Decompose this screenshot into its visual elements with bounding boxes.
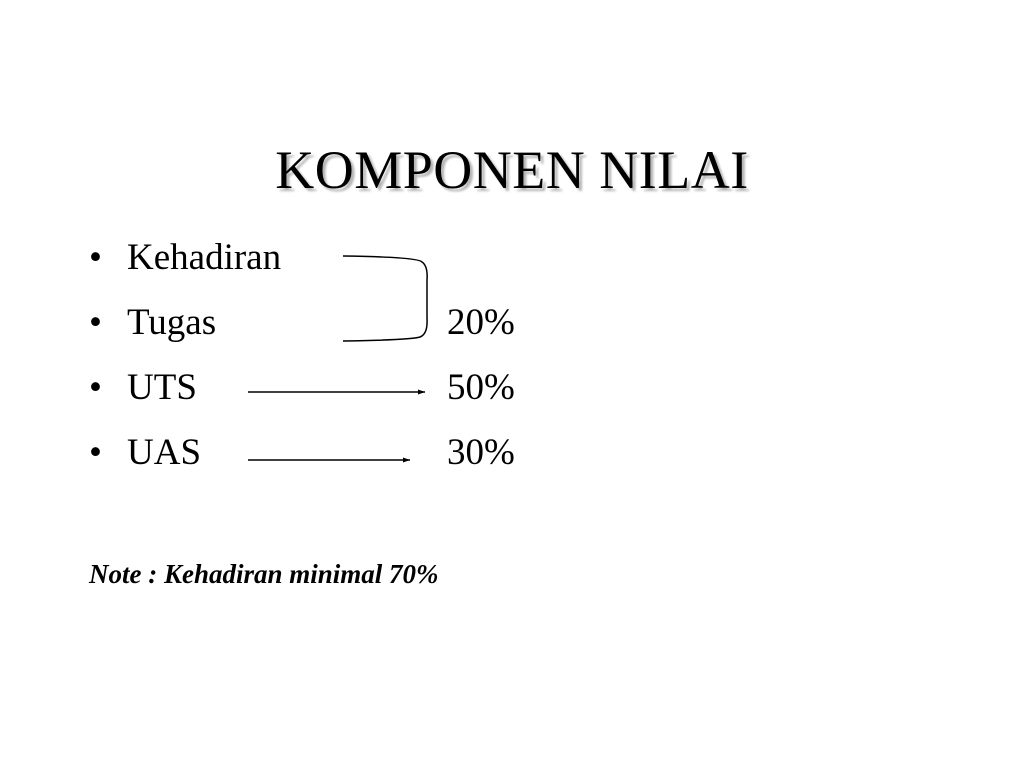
percent-uts: 50% — [447, 367, 515, 408]
percent-uas: 30% — [447, 432, 515, 473]
list-item-label: Tugas — [127, 302, 217, 343]
slide-title: KOMPONEN NILAI — [275, 140, 749, 201]
bullet-icon: • — [89, 432, 102, 473]
list-item-label: UAS — [127, 432, 202, 473]
percent-tugas: 20% — [447, 302, 515, 343]
bullet-icon: • — [89, 302, 102, 343]
list-item-label: UTS — [127, 367, 197, 408]
bullet-icon: • — [89, 367, 102, 408]
list-item-label: Kehadiran — [127, 237, 282, 278]
bullet-icon: • — [89, 237, 102, 278]
bracket-connector — [343, 256, 427, 341]
note-text: Note : Kehadiran minimal 70% — [89, 559, 439, 589]
